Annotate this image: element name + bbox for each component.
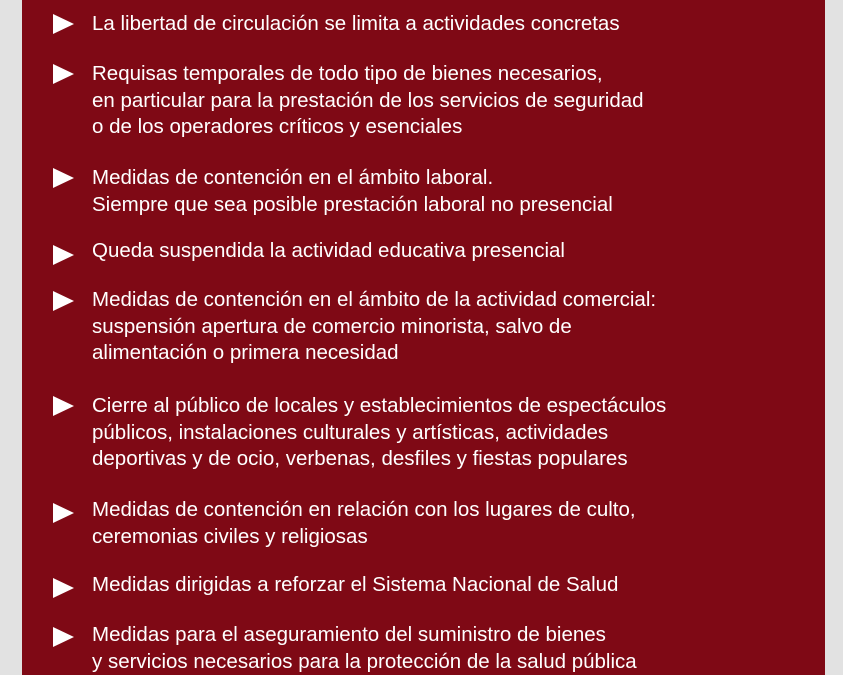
list-item-text: Medidas de contención en el ámbito laboral. Siempre que sea posible prestación laboral no presencial xyxy=(92,166,613,216)
play-triangle-icon xyxy=(53,291,74,311)
list-item-text: Medidas para el aseguramiento del suministro de bienes y servicios necesarios para la protección de la salud pública xyxy=(92,623,637,673)
play-triangle-icon xyxy=(53,627,74,647)
list-item-text: Queda suspendida la actividad educativa presencial xyxy=(92,239,565,262)
play-triangle-icon xyxy=(53,503,74,523)
play-triangle-icon xyxy=(53,578,74,598)
list-item-text: Cierre al público de locales y establecimientos de espectáculos públicos, instalaciones culturales y artísticas, actividades deportivas y de ocio, verbenas, desfiles y fiestas populares xyxy=(92,394,667,470)
list-item-text: Requisas temporales de todo tipo de bienes necesarios, en particular para la prestación de los servicios de seguridad o de los operadores críticos y esenciales xyxy=(92,62,644,138)
play-triangle-icon xyxy=(53,64,74,84)
play-triangle-icon xyxy=(53,396,74,416)
play-triangle-icon xyxy=(53,168,74,188)
play-triangle-icon xyxy=(53,14,74,34)
list-item-text: Medidas de contención en relación con los lugares de culto, ceremonias civiles y religiosas xyxy=(92,498,636,548)
list-item-text: Medidas dirigidas a reforzar el Sistema Nacional de Salud xyxy=(92,573,619,596)
measures-panel xyxy=(22,0,825,675)
list-item-text: Medidas de contención en el ámbito de la actividad comercial: suspensión apertura de comercio minorista, salvo de alimentación o primera necesidad xyxy=(92,288,657,364)
list-item-text: La libertad de circulación se limita a actividades concretas xyxy=(92,12,620,35)
play-triangle-icon xyxy=(53,245,74,265)
